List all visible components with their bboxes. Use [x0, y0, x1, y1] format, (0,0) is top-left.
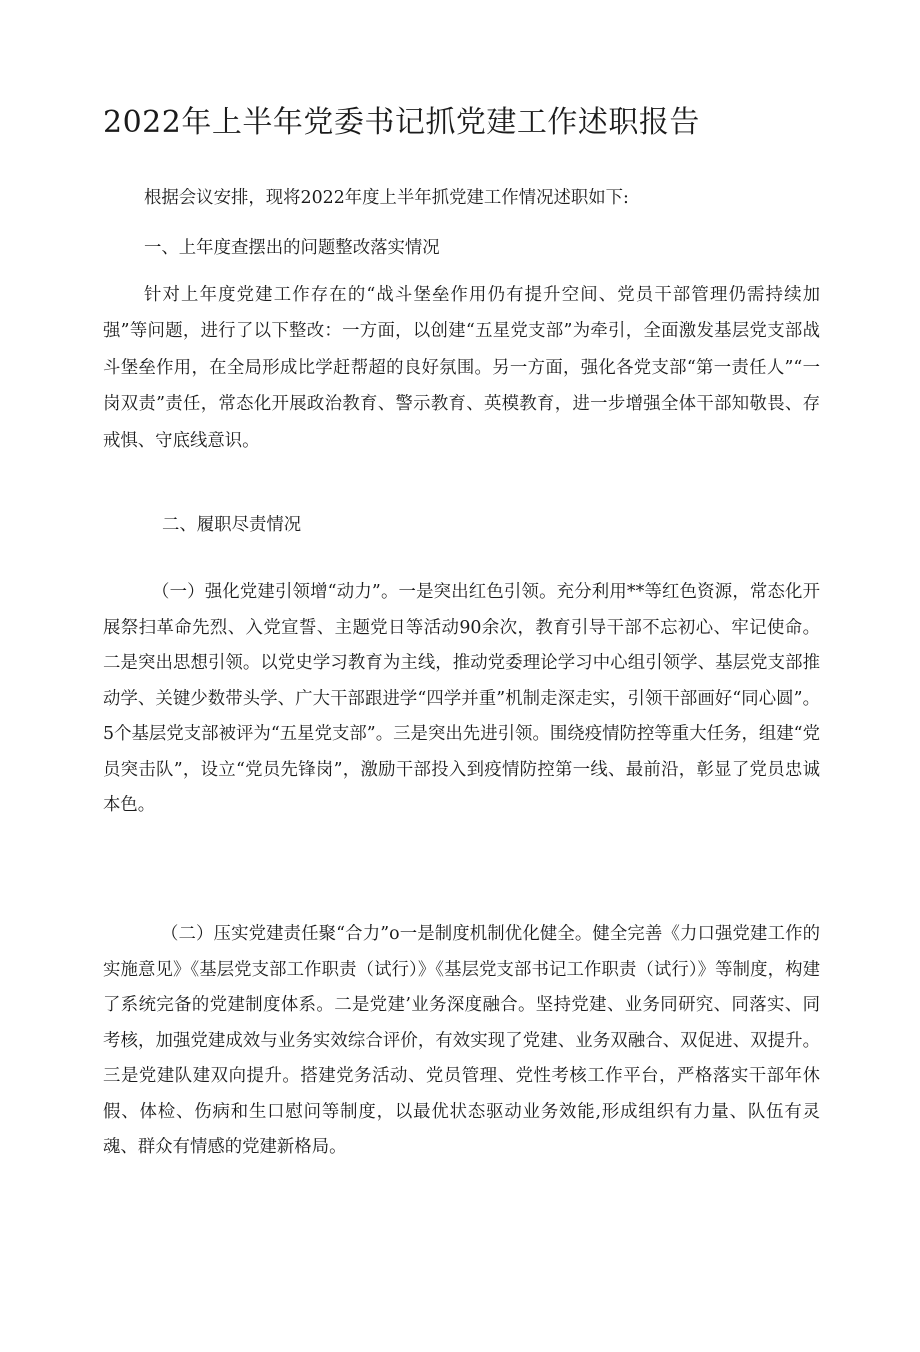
document-title: 2022年上半年党委书记抓党建工作述职报告 — [103, 105, 700, 140]
section-2-paragraph-1: （一）强化党建引领增“动力”。一是突出红色引领。充分利用**等红色资源，常态化开展祭扫革命先烈、入党宣誓、主题党日等活动90余次，教育引导干部不忘初心、牢记使命。二是突出思想引领。以党史学习教育为主线，推动党委理论学习中心组引领学、基层党支部推动学、关键少数带头学、广大干部跟进学“四学并重”机制走深走实，引领干部画好“同心圆”。5个基层党支部被评为“五星党支部”。三是突出先进引领。围绕疫情防控等重大任务，组建“党员突击队”，设立“党员先锋岗”，激励干部投入到疫情防控第一线、最前沿，彰显了党员忠诚本色。 — [103, 582, 820, 815]
section-1-body: 针对上年度党建工作存在的“战斗堡垒作用仍有提升空间、党员干部管理仍需持续加强”等问题，进行了以下整改：一方面，以创建“五星党支部”为牵引，全面激发基层党支部战斗堡垒作用，在全局形成比学赶帮超的良好氛围。另一方面，强化各党支部“第一责任人”“一岗双责”责任，常态化开展政治教育、警示教育、英模教育，进一步增强全体干部知敬畏、存戒惧、守底线意识。 — [103, 285, 820, 451]
section-2-heading: 二、履职尽责情况 — [162, 515, 302, 535]
intro-paragraph: 根据会议安排，现将2022年度上半年抓党建工作情况述职如下: — [144, 188, 629, 208]
section-2-paragraph-2: （二）压实党建责任聚“合力”o一是制度机制优化健全。健全完善《力口强党建工作的实施意见》《基层党支部工作职责（试行）》《基层党支部书记工作职责（试行）》等制度，构建了系统完备的党建制度体系。二是党建’业务深度融合。坚持党建、业务同研究、同落实、同考核，加强党建成效与业务实效综合评价，有效实现了党建、业务双融合、双促进、双提升。三是党建队建双向提升。搭建党务活动、党员管理、党性考核工作平台，严格落实干部年休假、体检、伤病和生口慰问等制度，以最优状态驱动业务效能,形成组织有力量、队伍有灵魂、群众有情感的党建新格局。 — [103, 924, 820, 1157]
section-1-heading: 一、上年度查摆出的问题整改落实情况 — [144, 238, 440, 258]
